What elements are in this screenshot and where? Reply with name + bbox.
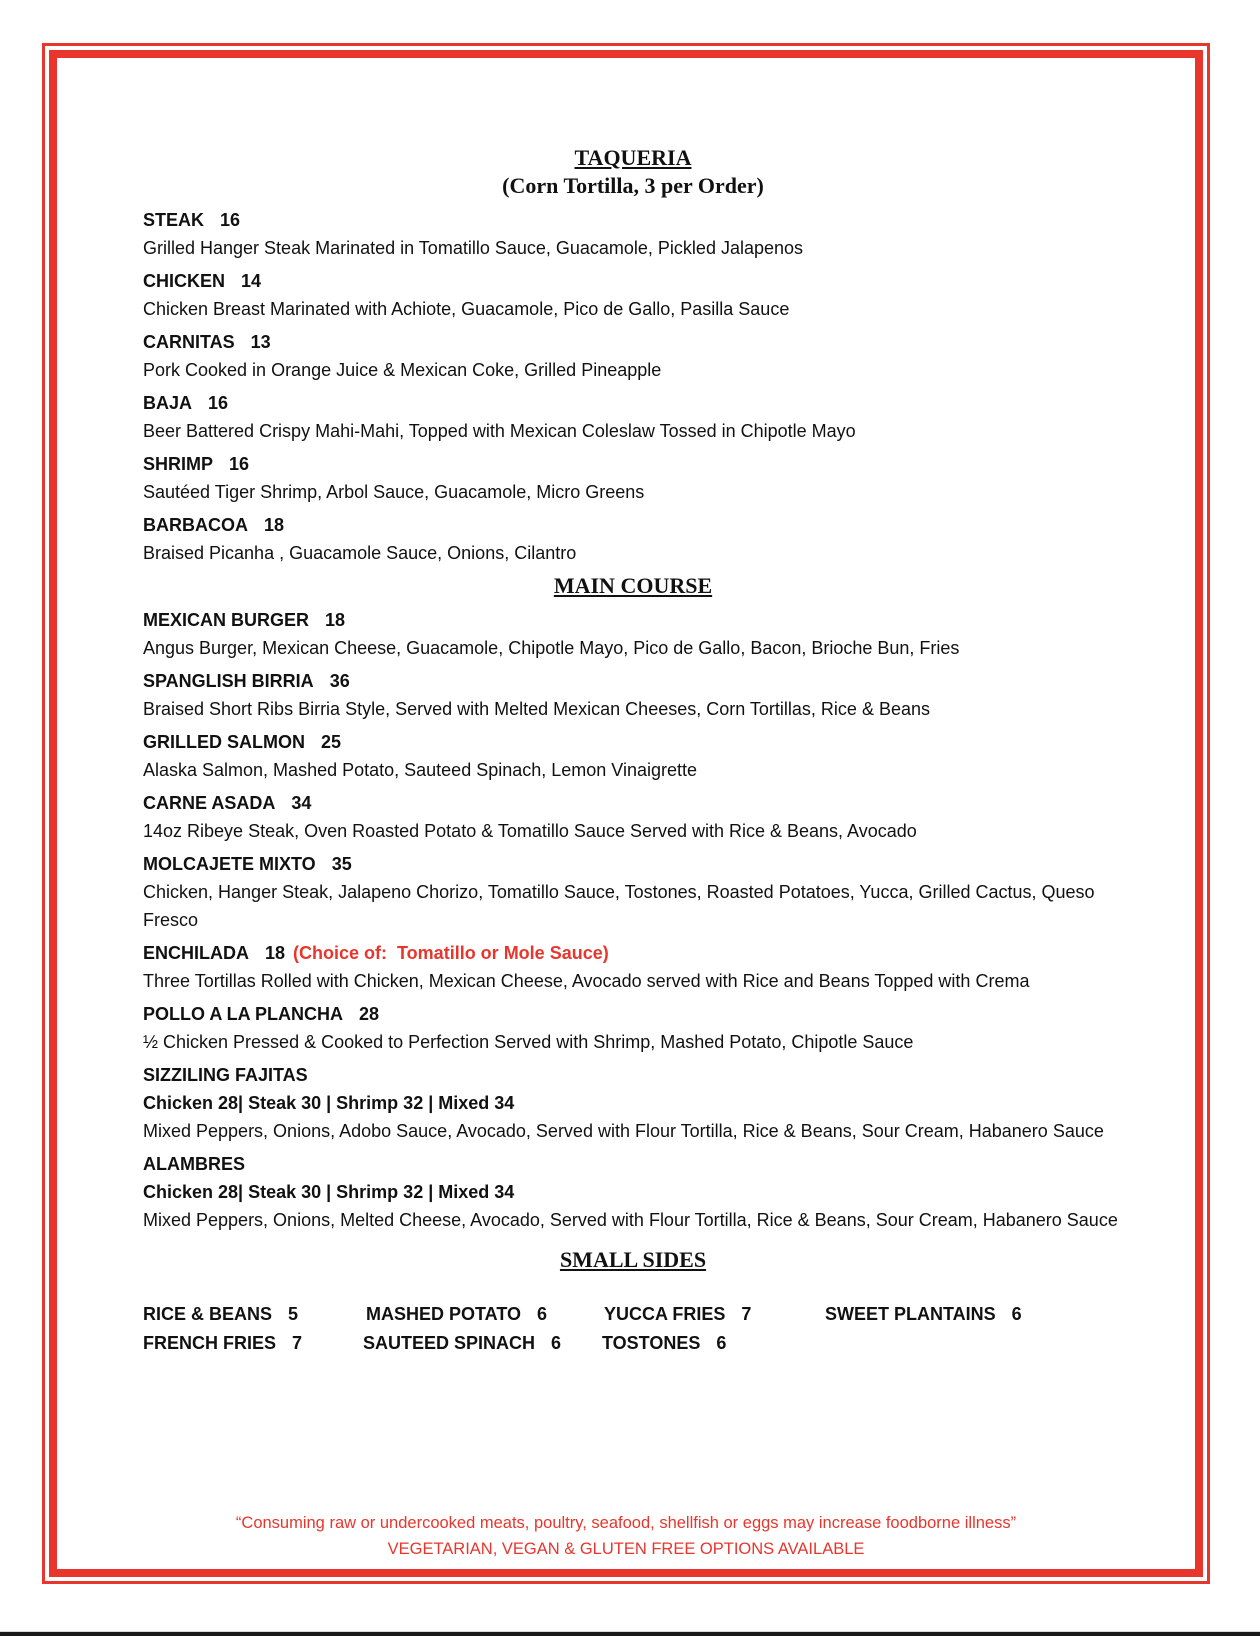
menu-item-name: MEXICAN BURGER xyxy=(143,610,310,630)
side-price: 7 xyxy=(292,1333,303,1353)
menu-item-header xyxy=(143,328,1123,356)
side-name: YUCCA FRIES xyxy=(604,1304,726,1324)
menu-item-name: ENCHILADA xyxy=(143,943,249,963)
menu-item-header xyxy=(143,667,1123,695)
menu-item-header xyxy=(143,267,1123,295)
menu-item-header xyxy=(143,606,1123,634)
main-course-items xyxy=(143,606,1123,1234)
menu-item-price: 18 xyxy=(265,943,286,963)
side-price: 6 xyxy=(716,1333,727,1353)
side-price: 6 xyxy=(1011,1304,1022,1324)
menu-item xyxy=(143,511,1123,567)
menu-item-header xyxy=(143,1061,1123,1089)
menu-item-name: CARNE ASADA xyxy=(143,793,276,813)
side-item xyxy=(825,1300,1022,1329)
menu-item-description: ½ Chicken Pressed & Cooked to Perfection Served with Shrimp, Mashed Potato, Chipotle Sauce xyxy=(143,1032,914,1052)
menu-item-price: 28 xyxy=(359,1004,380,1024)
menu-item-price: 35 xyxy=(331,854,352,874)
menu-item-options: Chicken 28| Steak 30 | Shrimp 32 | Mixed 34 xyxy=(143,1093,515,1113)
side-price: 6 xyxy=(537,1304,548,1324)
menu-item-name: CARNITAS xyxy=(143,332,235,352)
food-safety-warning: “Consuming raw or undercooked meats, poultry, seafood, shellfish or eggs may increase foodborne illness” xyxy=(235,1514,1017,1532)
menu-item-options: Chicken 28| Steak 30 | Shrimp 32 | Mixed 34 xyxy=(143,1182,515,1202)
page-bottom-rule xyxy=(0,1631,1260,1636)
side-price: 7 xyxy=(741,1304,752,1324)
sides-row-1 xyxy=(143,1300,1123,1329)
menu-item xyxy=(143,206,1123,262)
menu-item-price: 18 xyxy=(325,610,346,630)
side-item xyxy=(602,1329,726,1358)
menu-item xyxy=(143,939,1123,995)
menu-footer xyxy=(49,1510,1203,1562)
menu-item-header xyxy=(143,1150,1123,1178)
menu-item-description: Mixed Peppers, Onions, Adobo Sauce, Avocado, Served with Flour Tortilla, Rice & Beans, Sour Cream, Habanero Sauce xyxy=(143,1121,1104,1141)
menu-item-name: BAJA xyxy=(143,393,193,413)
menu-item-header xyxy=(143,450,1123,478)
side-name: RICE & BEANS xyxy=(143,1304,273,1324)
menu-item-price: 13 xyxy=(250,332,271,352)
side-item xyxy=(143,1300,366,1329)
menu-item-description: Sautéed Tiger Shrimp, Arbol Sauce, Guacamole, Micro Greens xyxy=(143,482,645,502)
menu-item-name: BARBACOA xyxy=(143,515,248,535)
side-price: 6 xyxy=(551,1333,562,1353)
menu-item-name: GRILLED SALMON xyxy=(143,732,305,752)
menu-item-description: Braised Picanha , Guacamole Sauce, Onions, Cilantro xyxy=(143,543,577,563)
main-course-section xyxy=(143,572,1123,1234)
menu-item-name: MOLCAJETE MIXTO xyxy=(143,854,316,874)
menu-item-name: SPANGLISH BIRRIA xyxy=(143,671,314,691)
menu-item xyxy=(143,328,1123,384)
menu-item-price: 25 xyxy=(321,732,342,752)
side-item xyxy=(366,1300,604,1329)
menu-item-description: Grilled Hanger Steak Marinated in Tomatillo Sauce, Guacamole, Pickled Jalapenos xyxy=(143,238,804,258)
menu-item-name: POLLO A LA PLANCHA xyxy=(143,1004,343,1024)
menu-item-price: 16 xyxy=(208,393,229,413)
menu-item-description: Three Tortillas Rolled with Chicken, Mexican Cheese, Avocado served with Rice and Beans Topped with Crema xyxy=(143,971,1030,991)
menu-item xyxy=(143,1150,1123,1234)
menu-item xyxy=(143,267,1123,323)
menu-item-header xyxy=(143,1000,1123,1028)
menu-item-header xyxy=(143,389,1123,417)
menu-item xyxy=(143,606,1123,662)
menu-item-header xyxy=(143,939,1123,967)
menu-item-note: (Choice of: Tomatillo or Mole Sauce) xyxy=(293,943,609,963)
menu-item-description: Chicken Breast Marinated with Achiote, Guacamole, Pico de Gallo, Pasilla Sauce xyxy=(143,299,790,319)
menu-item-header xyxy=(143,511,1123,539)
menu-item-header xyxy=(143,850,1123,878)
side-name: FRENCH FRIES xyxy=(143,1333,277,1353)
menu-item-price: 16 xyxy=(229,454,250,474)
menu-item xyxy=(143,450,1123,506)
side-item xyxy=(363,1329,602,1358)
side-item xyxy=(143,1329,363,1358)
menu-item xyxy=(143,728,1123,784)
menu-item-description: Angus Burger, Mexican Cheese, Guacamole, Chipotle Mayo, Pico de Gallo, Bacon, Brioche Bun, Fries xyxy=(143,638,960,658)
menu-item-description: Beer Battered Crispy Mahi-Mahi, Topped with Mexican Coleslaw Tossed in Chipotle Mayo xyxy=(143,421,856,441)
side-name: SAUTEED SPINACH xyxy=(363,1333,536,1353)
menu-item-description: Mixed Peppers, Onions, Melted Cheese, Avocado, Served with Flour Tortilla, Rice & Beans, Sour Cream, Habanero Sauce xyxy=(143,1210,1118,1230)
side-name: MASHED POTATO xyxy=(366,1304,522,1324)
menu-item-price: 14 xyxy=(241,271,262,291)
menu-item-description: 14oz Ribeye Steak, Oven Roasted Potato & Tomatillo Sauce Served with Rice & Beans, Avocado xyxy=(143,821,917,841)
side-price: 5 xyxy=(288,1304,299,1324)
small-sides-section xyxy=(143,1246,1123,1358)
side-item xyxy=(604,1300,825,1329)
menu-item-header xyxy=(143,728,1123,756)
menu-item xyxy=(143,789,1123,845)
menu-content xyxy=(143,144,1123,1358)
sides-row-2 xyxy=(143,1329,1123,1358)
menu-item-price: 34 xyxy=(291,793,312,813)
section-title-taqueria: TAQUERIA xyxy=(574,145,692,170)
menu-item-description: Pork Cooked in Orange Juice & Mexican Coke, Grilled Pineapple xyxy=(143,360,662,380)
taqueria-section xyxy=(143,144,1123,567)
menu-item xyxy=(143,667,1123,723)
menu-item xyxy=(143,1061,1123,1145)
menu-item-description: Alaska Salmon, Mashed Potato, Sauteed Spinach, Lemon Vinaigrette xyxy=(143,760,698,780)
menu-item-name: CHICKEN xyxy=(143,271,226,291)
taqueria-subtitle: (Corn Tortilla, 3 per Order) xyxy=(502,173,764,198)
side-name: SWEET PLANTAINS xyxy=(825,1304,996,1324)
menu-item-name: STEAK xyxy=(143,210,205,230)
menu-item-price: 36 xyxy=(329,671,350,691)
menu-item-header xyxy=(143,789,1123,817)
taqueria-items xyxy=(143,206,1123,567)
section-title-main-course: MAIN COURSE xyxy=(553,573,713,598)
dietary-options-note: VEGETARIAN, VEGAN & GLUTEN FREE OPTIONS AVAILABLE xyxy=(387,1540,865,1558)
menu-item xyxy=(143,1000,1123,1056)
menu-item xyxy=(143,850,1123,934)
menu-item-name: SIZZILING FAJITAS xyxy=(143,1065,308,1085)
side-name: TOSTONES xyxy=(602,1333,701,1353)
menu-item-description: Braised Short Ribs Birria Style, Served with Melted Mexican Cheeses, Corn Tortillas, Rice & Beans xyxy=(143,699,930,719)
menu-item xyxy=(143,389,1123,445)
menu-item-price: 16 xyxy=(220,210,241,230)
section-title-small-sides: SMALL SIDES xyxy=(559,1247,707,1272)
menu-item-header xyxy=(143,206,1123,234)
menu-item-name: ALAMBRES xyxy=(143,1154,245,1174)
menu-item-price: 18 xyxy=(264,515,285,535)
menu-item-description: Chicken, Hanger Steak, Jalapeno Chorizo, Tomatillo Sauce, Tostones, Roasted Potatoes, Yucca, Grilled Cactus, Queso Fresco xyxy=(143,882,1095,930)
menu-item-name: SHRIMP xyxy=(143,454,214,474)
